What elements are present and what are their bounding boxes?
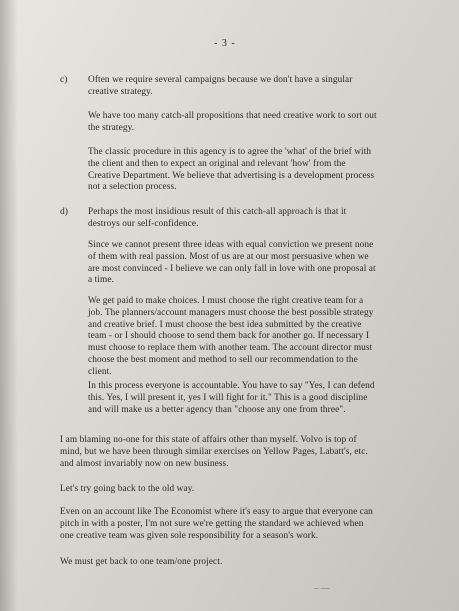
section-c-paragraph-2: We have too many catch-all propositions that need creative work to sort out the strategy.	[88, 111, 377, 133]
section-d-paragraph-4: In this process everyone is accountable. You have to say "Yes, I can defend this. Yes, I will present it, yes I will fight for it." This is a good discipline and will make us a better agency than "choose any one from three".	[88, 381, 375, 415]
page-edge-shadow	[0, 0, 18, 611]
page-number: - 3 -	[214, 38, 236, 49]
section-d-paragraph-3: We get paid to make choices. I must choose the right creative team for a job. The planners/account managers must choose the best possible strategy and creative brief. I must choose the best idea submitted by the creative team - or I should choose to send them back for another go. If necessary I must choose to replace them with another team. The account director must choose the best moment and method to sell our recommendation to the client.	[88, 296, 374, 377]
section-c-label: c)	[60, 75, 68, 85]
section-c-paragraph-3: The classic procedure in this agency is to agree the 'what' of the brief with the client and then to expect an original and relevant 'how' from the Creative Department. We believe that advertising is a development process not a selection process.	[88, 147, 375, 193]
closing-paragraph-2: Let's try going back to the old way.	[60, 484, 195, 494]
footer-mark: – —	[314, 583, 330, 593]
section-d-label: d)	[60, 207, 68, 217]
closing-paragraph-4: We must get back to one team/one project.	[60, 557, 223, 567]
closing-paragraph-3: Even on an account like The Economist where it's easy to argue that everyone can pitch in with a poster, I'm not sure we're getting the standard we achieved when one creative team was given sole responsibility for a season's work.	[60, 507, 373, 541]
section-d-paragraph-2: Since we cannot present three ideas with equal conviction we present none of them with real passion. Most of us are at our most persuasive when we are most convinced - I believe we can only fall in love with one proposal at a time.	[88, 240, 376, 286]
section-c-paragraph-1: Often we require several campaigns because we don't have a singular creative strategy.	[88, 75, 353, 97]
closing-paragraph-1: I am blaming no-one for this state of affairs other than myself. Volvo is top of mind, but we have been through similar exercises on Yellow Pages, Labatt's, etc. and almost invariably now on new business.	[60, 435, 368, 469]
section-d-paragraph-1: Perhaps the most insidious result of this catch-all approach is that it destroys our self-confidence.	[88, 207, 347, 229]
